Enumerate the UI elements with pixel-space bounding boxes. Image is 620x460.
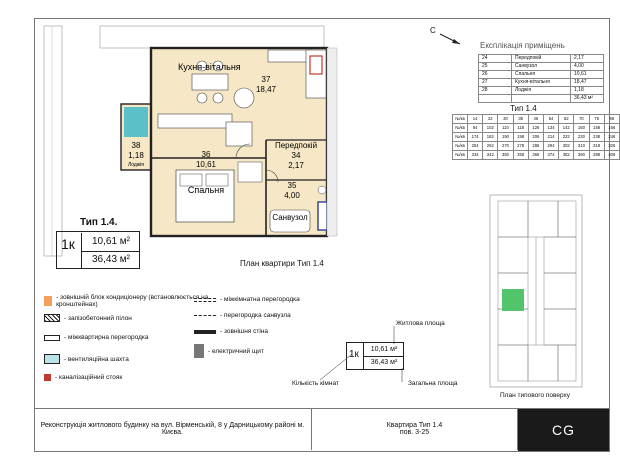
floors-cell: №/кв: [453, 124, 468, 133]
room-num-bathroom: 35: [287, 181, 297, 190]
legend-text: - міжкімнатна перегородка: [220, 296, 300, 303]
floors-cell: 254: [468, 142, 483, 151]
explication-row: [479, 87, 604, 95]
explication-cell-num: 25: [479, 63, 512, 71]
footer-apartment: [312, 408, 518, 450]
floors-cell: 174: [468, 133, 483, 142]
floors-cell: 198: [513, 133, 528, 142]
explication-cell-num: 24: [479, 55, 512, 63]
legend-item: [44, 294, 214, 308]
room-label-bedroom: Спальня: [187, 185, 225, 195]
room-area-hallway: 2,17: [288, 161, 304, 170]
floors-row: [453, 133, 620, 142]
floors-cell: 238: [589, 133, 604, 142]
floors-cell: 206: [528, 133, 543, 142]
room-label-kitchen: Кухня-вітальня: [178, 62, 241, 72]
explication-cell-area: 36,43 м²: [571, 95, 604, 103]
floors-cell: 62: [559, 115, 574, 124]
explication-table: [478, 54, 604, 103]
floors-title: Тип 1.4: [510, 104, 537, 113]
floors-cell: 190: [498, 133, 513, 142]
type-total-area: 36,43 м²: [81, 251, 140, 268]
footer-floors-text: пов. 3-25: [399, 429, 430, 436]
floors-row: [453, 115, 620, 124]
explication-cell-name: Спальня: [512, 71, 571, 79]
legend-text: - електричний щит: [208, 347, 264, 355]
electric-panel-icon: [194, 344, 204, 358]
type-box: [56, 231, 140, 269]
floors-cell: 286: [528, 142, 543, 151]
room-label-hallway: Передпокій: [274, 141, 318, 150]
legend-text: - каналізаційний стояк: [55, 374, 123, 381]
floors-cell: 374: [543, 151, 558, 160]
type-rooms-count: 1к: [61, 236, 75, 252]
legend-text: - зовнішній блок кондиціонеру (встановлюється на кронштейнах): [56, 294, 209, 308]
floors-row: [453, 142, 620, 151]
typical-floor-plan: [488, 193, 584, 389]
label-living: Житлова площа: [396, 320, 445, 327]
floors-cell: 46: [528, 115, 543, 124]
floors-row: [453, 151, 620, 160]
floors-cell: 110: [498, 124, 513, 133]
floors-cell: 14: [468, 115, 483, 124]
ac-block-zone: [124, 107, 148, 137]
explication-row: [479, 79, 604, 87]
explication-cell-area: 1,18: [571, 87, 604, 95]
footer-apartment-text: Квартира Тип 1.4: [386, 422, 443, 429]
floors-cell: №/кв: [453, 151, 468, 160]
label-rooms: Кількість кімнат: [292, 380, 339, 387]
explication-cell-num: 26: [479, 71, 512, 79]
floors-cell: 30: [498, 115, 513, 124]
ext-wall-icon: [194, 330, 216, 334]
floors-cell: 382: [559, 151, 574, 160]
floors-cell: 358: [513, 151, 528, 160]
legend-item: [194, 312, 291, 319]
explication-title: Експлікація приміщень: [480, 41, 565, 50]
floors-cell: 150: [574, 124, 589, 133]
explication-cell-area: 2,17: [571, 55, 604, 63]
room-area-loggia: 1,18: [128, 151, 144, 160]
floors-cell: 398: [589, 151, 604, 160]
legend-text: - зовнішня стіна: [220, 328, 268, 335]
floors-cell: 318: [589, 142, 604, 151]
floors-cell: 38: [513, 115, 528, 124]
floors-cell: 118: [513, 124, 528, 133]
explication-cell-area: 4,00: [571, 63, 604, 71]
floors-cell: 214: [543, 133, 558, 142]
explication-cell-name: Санвузол: [512, 63, 571, 71]
ac-block-icon: [44, 296, 52, 306]
explication-row: [479, 55, 604, 63]
legend-item: [44, 354, 129, 364]
floors-cell: 406: [604, 151, 619, 160]
dashed-wall-icon: [194, 315, 216, 316]
floors-cell: 126: [528, 124, 543, 133]
floors-cell: 366: [528, 151, 543, 160]
plan-caption: План квартири Тип 1.4: [240, 259, 324, 268]
legend-item: [44, 374, 122, 381]
room-num-bedroom: 36: [201, 150, 211, 159]
floors-cell: №/кв: [453, 133, 468, 142]
explication-cell-num: 27: [479, 79, 512, 87]
floors-cell: 334: [468, 151, 483, 160]
floor-rooms-count: 1к: [349, 349, 359, 360]
explication-cell-area: 10,61: [571, 71, 604, 79]
room-num-loggia: 38: [131, 141, 141, 150]
floors-cell: 142: [559, 124, 574, 133]
legend-item: [194, 344, 264, 358]
floors-cell: 166: [604, 124, 619, 133]
floors-table: [452, 114, 620, 160]
room-num-hallway: 34: [291, 151, 301, 160]
logo: CG: [518, 409, 609, 451]
room-area-kitchen: 18,47: [255, 85, 277, 94]
explication-cell-area: 18,47: [571, 79, 604, 87]
explication-row: [479, 95, 604, 103]
legend-item: [44, 314, 132, 322]
floors-cell: №/кв: [453, 142, 468, 151]
floors-cell: 182: [483, 133, 498, 142]
type-title: Тип 1.4.: [80, 217, 118, 228]
floors-cell: 54: [543, 115, 558, 124]
floors-cell: 86: [604, 115, 619, 124]
room-label-loggia: Лоджія: [127, 162, 145, 168]
room-area-bedroom: 10,61: [195, 160, 217, 169]
floors-cell: 342: [483, 151, 498, 160]
wall-line-icon: [44, 335, 60, 341]
legend-item: [194, 328, 268, 335]
footer-project: [34, 408, 312, 450]
pylon-icon: [44, 314, 60, 322]
floor-plan-caption: План типового поверху: [500, 392, 571, 399]
floors-cell: 94: [468, 124, 483, 133]
legend-text: - міжквартирна перегородка: [64, 334, 149, 341]
highlighted-apartment: [502, 289, 524, 311]
floor-total-area: 36,43 м²: [363, 356, 404, 369]
legend-item: [44, 334, 148, 341]
explication-row: [479, 63, 604, 71]
floors-cell: 78: [589, 115, 604, 124]
legend-text: - запізобетонний пілон: [64, 314, 132, 322]
type-living-area: 10,61 м²: [81, 233, 140, 252]
floors-cell: 158: [589, 124, 604, 133]
floors-cell: 230: [574, 133, 589, 142]
thin-wall-icon: [194, 298, 216, 302]
floors-cell: 246: [604, 133, 619, 142]
floors-cell: 350: [498, 151, 513, 160]
floors-cell: 270: [498, 142, 513, 151]
floors-cell: 302: [559, 142, 574, 151]
floors-cell: 326: [604, 142, 619, 151]
explication-cell-name: Лоджія: [512, 87, 571, 95]
vent-shaft-icon: [44, 354, 60, 364]
legend-text: - перегородка санвузла: [220, 312, 291, 319]
floors-cell: 70: [574, 115, 589, 124]
floors-cell: 278: [513, 142, 528, 151]
floors-cell: 102: [483, 124, 498, 133]
explication-row: [479, 71, 604, 79]
room-area-bathroom: 4,00: [284, 191, 300, 200]
floors-cell: №/кв: [453, 115, 468, 124]
explication-cell-name: [512, 95, 571, 103]
floors-cell: 222: [559, 133, 574, 142]
floors-row: [453, 124, 620, 133]
explication-cell-name: Передпокій: [512, 55, 571, 63]
floors-cell: 22: [483, 115, 498, 124]
room-label-bathroom: Санвузол: [272, 213, 308, 222]
compass-arrow-icon: [432, 28, 462, 48]
explication-cell-name: Кухня-вітальня: [512, 79, 571, 87]
footer-project-text: Реконструкція житлового будинку на вул. Вірменській, 8 у Дарницькому районі м. Києва.: [40, 422, 305, 436]
floors-cell: 262: [483, 142, 498, 151]
floors-cell: 134: [543, 124, 558, 133]
room-num-kitchen: 37: [261, 75, 271, 84]
floors-cell: 310: [574, 142, 589, 151]
floors-cell: 294: [543, 142, 558, 151]
explication-cell-num: 28: [479, 87, 512, 95]
legend-item: [194, 296, 300, 303]
sewer-riser-icon: [44, 374, 51, 381]
info-leader-lines: [290, 320, 420, 390]
floors-cell: 390: [574, 151, 589, 160]
compass-label: С: [430, 26, 436, 35]
floor-living-area: 10,61 м²: [363, 343, 404, 357]
legend-text: - вентиляційна шахта: [64, 355, 129, 363]
explication-cell-num: [479, 95, 512, 103]
label-total: Загальна площа: [408, 380, 458, 387]
